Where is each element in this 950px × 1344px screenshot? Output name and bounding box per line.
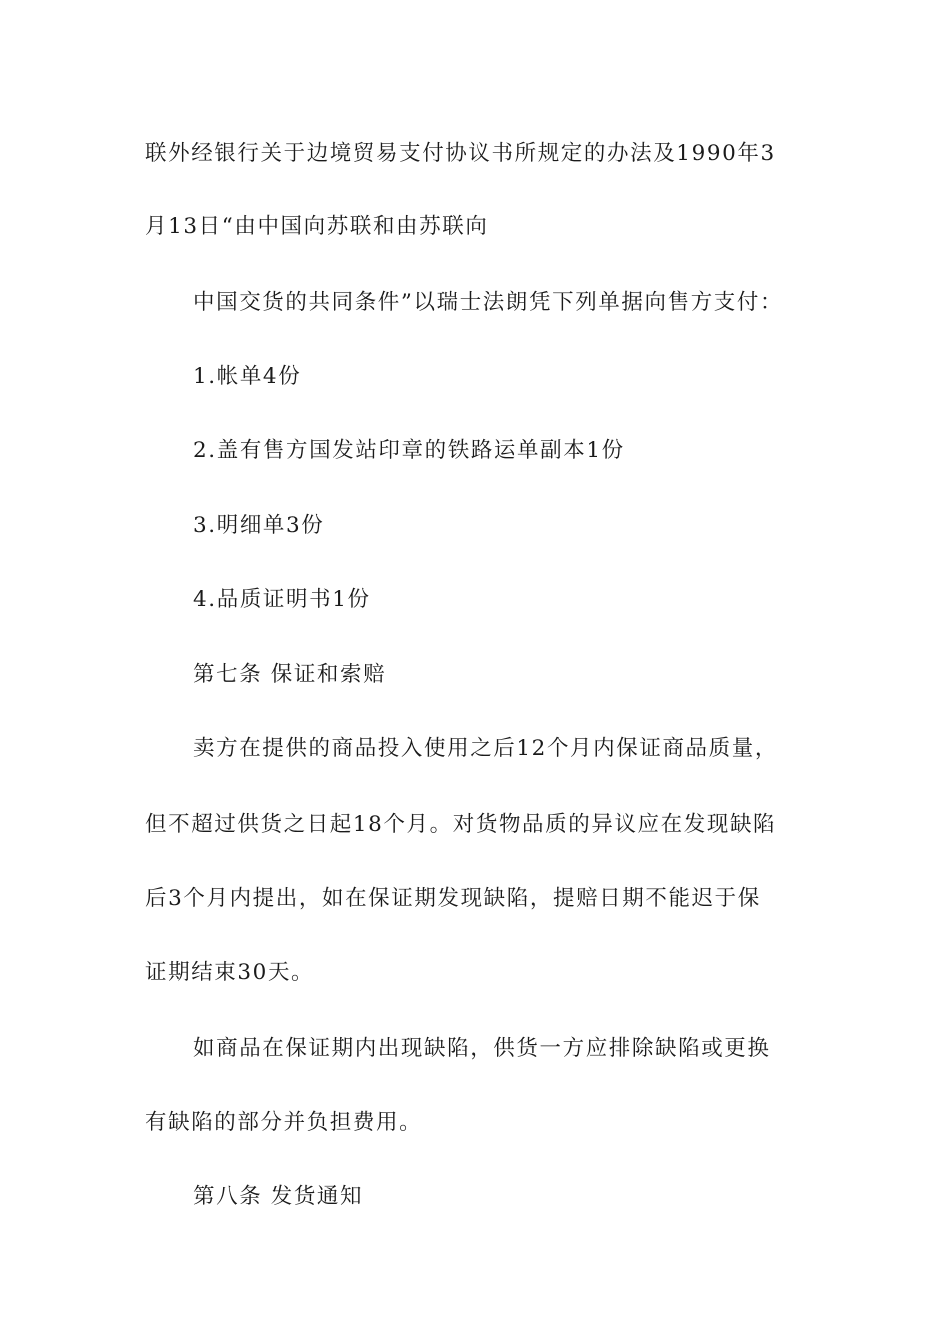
body-text-line: 中国交货的共同条件”以瑞士法朗凭下列单据向售方支付： xyxy=(193,290,784,315)
list-item-quality-certificate: 4.品质证明书1份 xyxy=(193,587,371,612)
section-heading-article-7: 第七条 保证和索赔 xyxy=(193,662,387,687)
body-text-line: 证期结束30天。 xyxy=(145,960,315,985)
list-item-invoice: 1.帐单4份 xyxy=(193,364,302,389)
list-item-railway-waybill: 2.盖有售方国发站印章的铁路运单副本1份 xyxy=(193,438,625,463)
body-text-line: 但不超过供货之日起18个月。对货物品质的异议应在发现缺陷 xyxy=(145,812,777,837)
section-heading-article-8: 第八条 发货通知 xyxy=(193,1184,364,1209)
list-item-specification: 3.明细单3份 xyxy=(193,513,325,538)
body-text-line: 月13日“由中国向苏联和由苏联向 xyxy=(145,214,489,239)
body-text-line: 如商品在保证期内出现缺陷，供货一方应排除缺陷或更换 xyxy=(193,1036,771,1061)
body-text-line: 后3个月内提出，如在保证期发现缺陷，提赔日期不能迟于保 xyxy=(145,886,761,911)
body-text-line: 卖方在提供的商品投入使用之后12个月内保证商品质量， xyxy=(193,736,778,761)
body-text-line: 有缺陷的部分并负担费用。 xyxy=(145,1110,423,1135)
body-text-line: 联外经银行关于边境贸易支付协议书所规定的办法及1990年3 xyxy=(145,141,776,166)
